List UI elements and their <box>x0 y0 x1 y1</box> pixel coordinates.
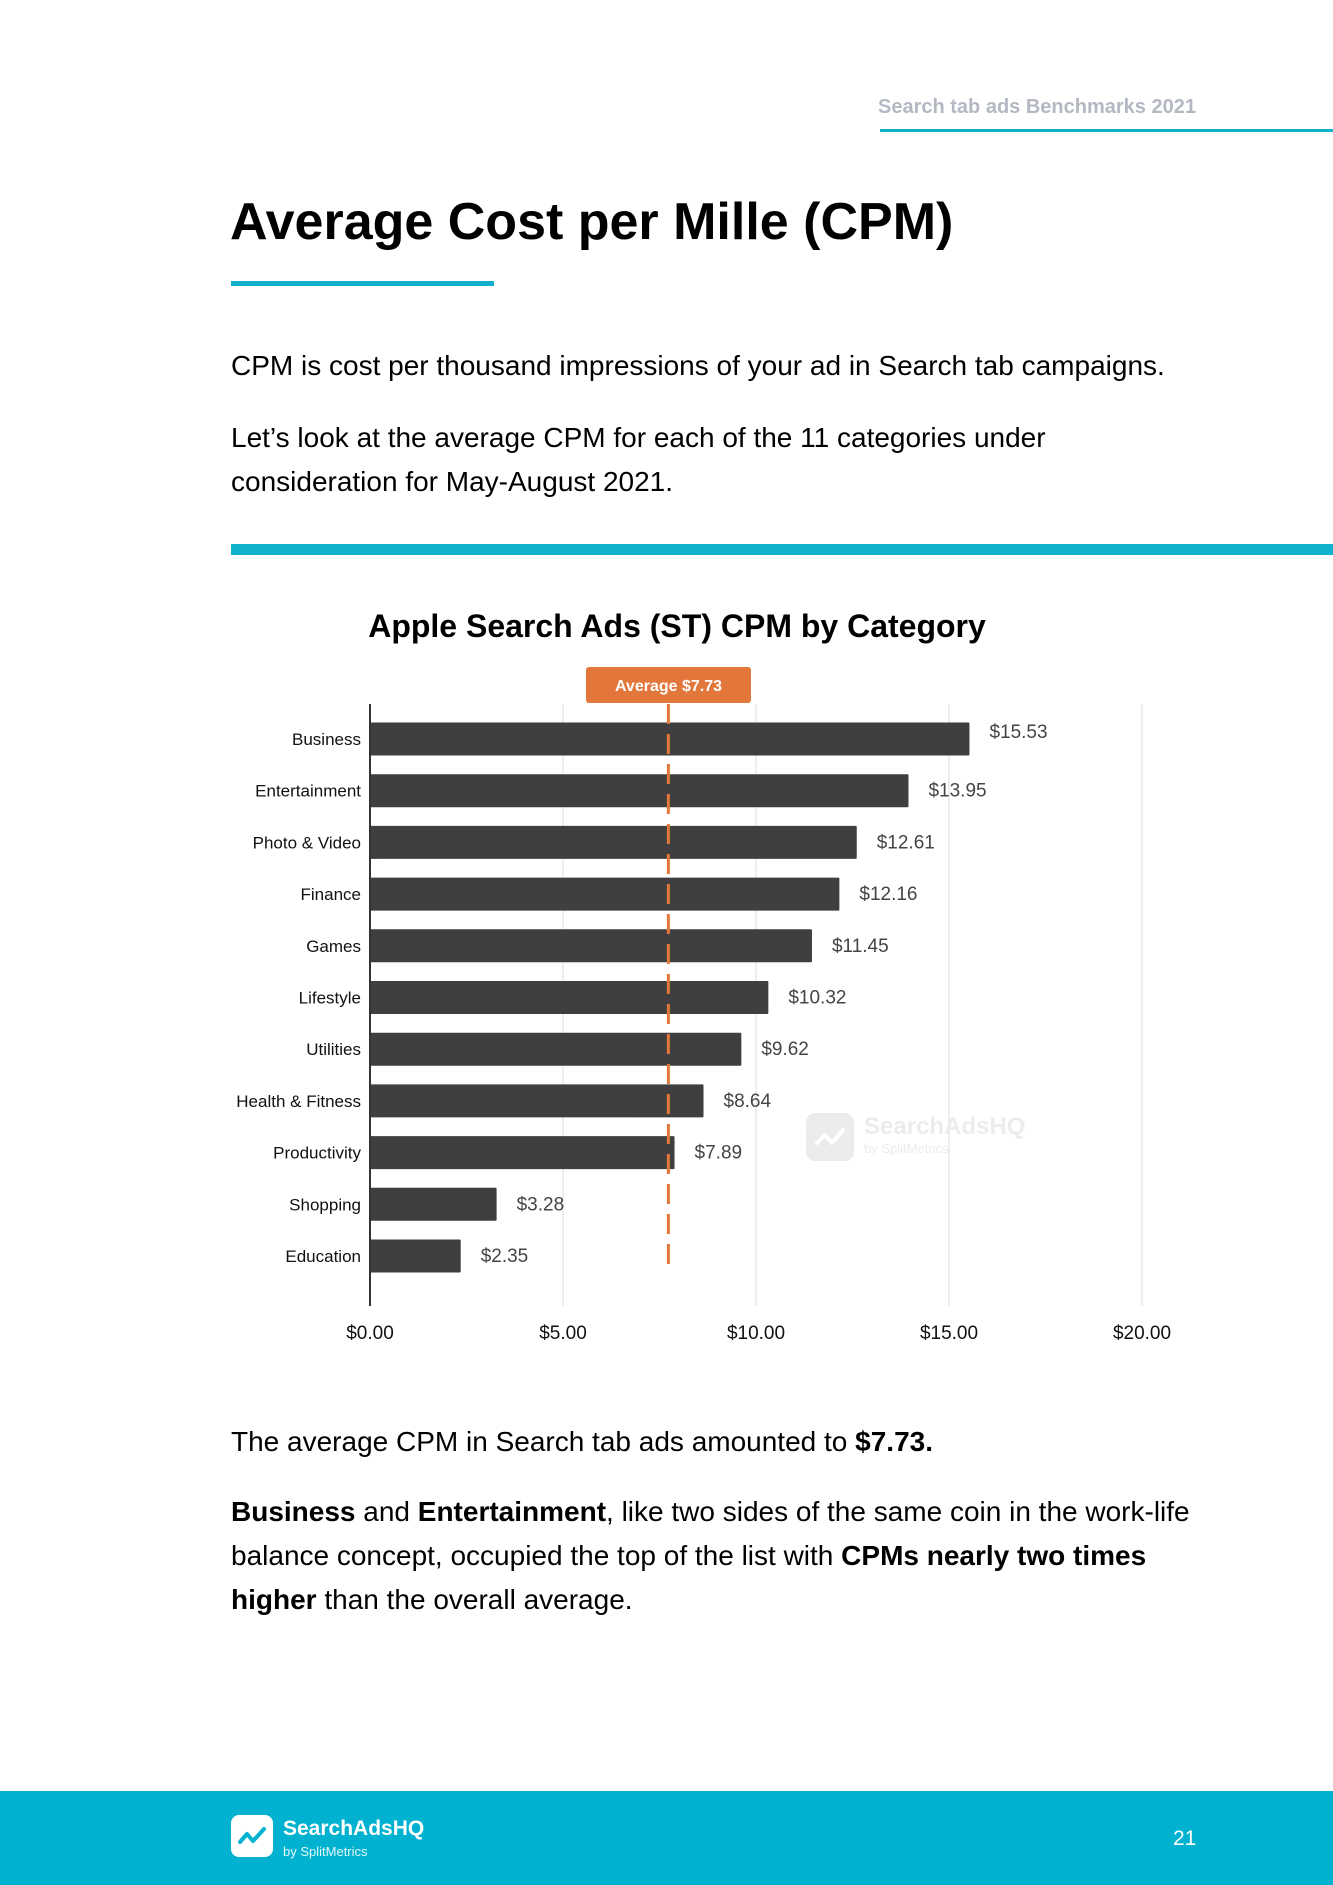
outro-text: and <box>355 1496 418 1527</box>
value-label: $13.95 <box>928 780 987 802</box>
value-label: $9.62 <box>761 1039 809 1061</box>
category-label: Business <box>292 730 361 749</box>
value-label: $11.45 <box>831 935 889 957</box>
category-label: Shopping <box>289 1195 361 1215</box>
x-tick-label: $20.00 <box>1112 1323 1172 1344</box>
chart-title: Apple Search Ads (ST) CPM by Category <box>368 608 986 644</box>
category-label: Utilities <box>306 1040 361 1060</box>
category-label: Entertainment <box>255 781 361 801</box>
bar <box>370 878 839 911</box>
header-report-title: Search tab ads Benchmarks 2021 <box>878 96 1196 118</box>
bar <box>370 1084 704 1117</box>
bar <box>370 1240 461 1273</box>
value-label: $3.28 <box>516 1194 565 1216</box>
bar <box>370 774 908 807</box>
bar <box>370 826 857 859</box>
logo-sub: by SplitMetrics <box>283 1844 368 1859</box>
category-label: Finance <box>300 885 361 905</box>
category-label: Health & Fitness <box>236 1091 361 1111</box>
value-label: $2.35 <box>480 1246 529 1267</box>
footer <box>0 1791 1333 1885</box>
business-highlight: Business <box>231 1496 356 1527</box>
value-label: $10.32 <box>788 987 847 1009</box>
bar <box>370 1188 497 1221</box>
category-label: Productivity <box>273 1143 361 1163</box>
outro-text: than the overall average. <box>316 1584 633 1615</box>
watermark-sub: by SplitMetrics <box>864 1141 949 1156</box>
page-number: 21 <box>1173 1827 1197 1850</box>
intro-paragraph-1: CPM is cost per thousand impressions of your ad in Search tab campaigns. <box>231 350 1165 381</box>
category-label: Lifestyle <box>298 988 361 1008</box>
value-label: $15.53 <box>989 722 1048 743</box>
bar <box>370 929 812 962</box>
average-value-highlight: $7.73. <box>855 1426 933 1457</box>
intro-paragraph-2: Let’s look at the average CPM for each of the 11 categories under consideration for May-August 2021. <box>231 422 1046 497</box>
x-tick-label: $10.00 <box>726 1323 786 1344</box>
average-label: Average $7.73 <box>614 678 723 695</box>
category-label: Education <box>285 1247 361 1266</box>
bar <box>370 981 768 1014</box>
x-tick-label: $15.00 <box>919 1323 979 1344</box>
bar <box>370 1033 741 1066</box>
bar <box>370 1136 675 1169</box>
entertainment-highlight: Entertainment <box>417 1496 607 1527</box>
outro-paragraph-2 <box>231 1490 1191 1622</box>
outro-text: , like two sides of the same coin in the work-life balance concept, occupied the top of the list with <box>231 1496 1190 1571</box>
cpm-comparison-highlight: CPMs nearly two times higher <box>231 1540 1147 1615</box>
value-label: $7.89 <box>694 1142 743 1164</box>
category-label: Photo & Video <box>252 833 361 853</box>
outro-text: The average CPM in Search tab ads amounted to <box>231 1426 856 1457</box>
watermark-name: SearchAdsHQ <box>864 1113 1026 1140</box>
logo-name: SearchAdsHQ <box>283 1817 425 1840</box>
outro-paragraph-1 <box>231 1420 1231 1464</box>
value-label: $8.64 <box>723 1090 772 1112</box>
x-tick-label: $5.00 <box>539 1323 587 1344</box>
page-title: Average Cost per Mille (CPM) <box>230 193 954 251</box>
x-tick-label: $0.00 <box>346 1323 394 1344</box>
value-label: $12.16 <box>859 884 918 906</box>
logo-icon <box>231 1815 273 1857</box>
category-label: Games <box>306 936 361 956</box>
value-label: $12.61 <box>876 832 935 854</box>
